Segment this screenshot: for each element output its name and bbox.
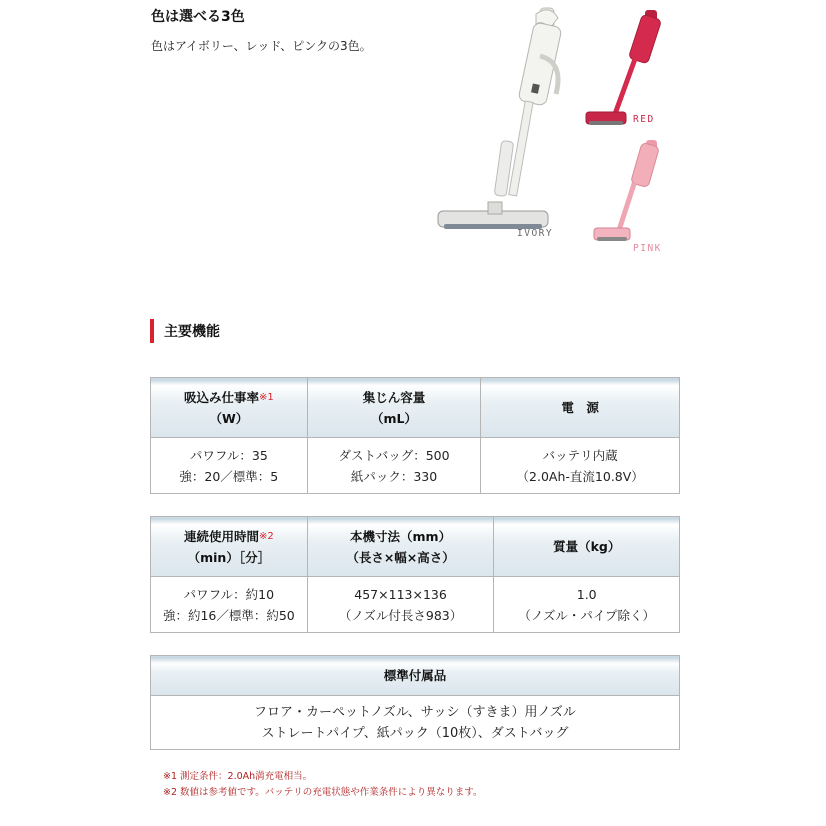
header-dimensions: 本機寸法（mm） （長さ×幅×高さ） <box>307 517 494 577</box>
product-image-area <box>420 0 680 270</box>
red-vacuum-image <box>583 8 665 128</box>
note-mark: ※1 <box>258 391 274 403</box>
table-row <box>151 696 680 750</box>
note-mark: ※2 <box>258 530 274 542</box>
header-dust-capacity: 集じん容量 （mL） <box>307 378 481 438</box>
table-row <box>151 438 680 494</box>
table-header-row <box>151 378 680 438</box>
header-run-time: 連続使用時間$^{※2}$ （min）［分］ <box>151 517 308 577</box>
cell-run-time: パワフル：約10 強：約16／標準：約50 <box>151 577 308 633</box>
cell-accessories: フロア・カーペットノズル、サッシ（すきま）用ノズル ストレートパイプ、紙パック（10枚）、ダストバッグ <box>151 696 680 750</box>
colors-title: 色は選べる3色 <box>151 9 245 25</box>
cell-dust-capacity: ダストバッグ：500 紙パック：330 <box>307 438 481 494</box>
section-accent-bar <box>150 319 154 343</box>
footnotes <box>163 769 483 801</box>
red-label: RED <box>633 114 655 125</box>
spec-table-2 <box>150 516 680 633</box>
footnote-1: ※1 測定条件：2.0Ah満充電相当。 <box>163 771 313 782</box>
section-title: 主要機能 <box>164 324 220 340</box>
pink-label: PINK <box>633 243 662 254</box>
spec-table-1 <box>150 377 680 494</box>
cell-suction-power: パワフル：35 強：20／標準：5 <box>151 438 308 494</box>
section-heading <box>150 319 220 343</box>
pink-vacuum-image <box>592 138 664 246</box>
cell-dimensions: 457×113×136 （ノズル付長さ983） <box>307 577 494 633</box>
table-header-row <box>151 656 680 696</box>
header-power-source: 電 源 <box>481 378 680 438</box>
header-suction-power: 吸込み仕事率$^{※1}$ （W） <box>151 378 308 438</box>
table-header-row <box>151 517 680 577</box>
footnote-2: ※2 数値は参考値です。バッテリの充電状態や作業条件により異なります。 <box>163 787 483 798</box>
accessories-table <box>150 655 680 750</box>
ivory-vacuum-image <box>428 6 568 238</box>
colors-description: 色はアイボリー、レッド、ピンクの3色。 <box>151 39 372 53</box>
header-weight: 質量（kg） <box>494 517 680 577</box>
table-row <box>151 577 680 633</box>
ivory-label: IVORY <box>517 228 554 239</box>
cell-weight: 1.0 （ノズル・パイプ除く） <box>494 577 680 633</box>
cell-power-source: バッテリ内蔵 （2.0Ah-直流10.8V） <box>481 438 680 494</box>
header-accessories: 標準付属品 <box>151 656 680 696</box>
